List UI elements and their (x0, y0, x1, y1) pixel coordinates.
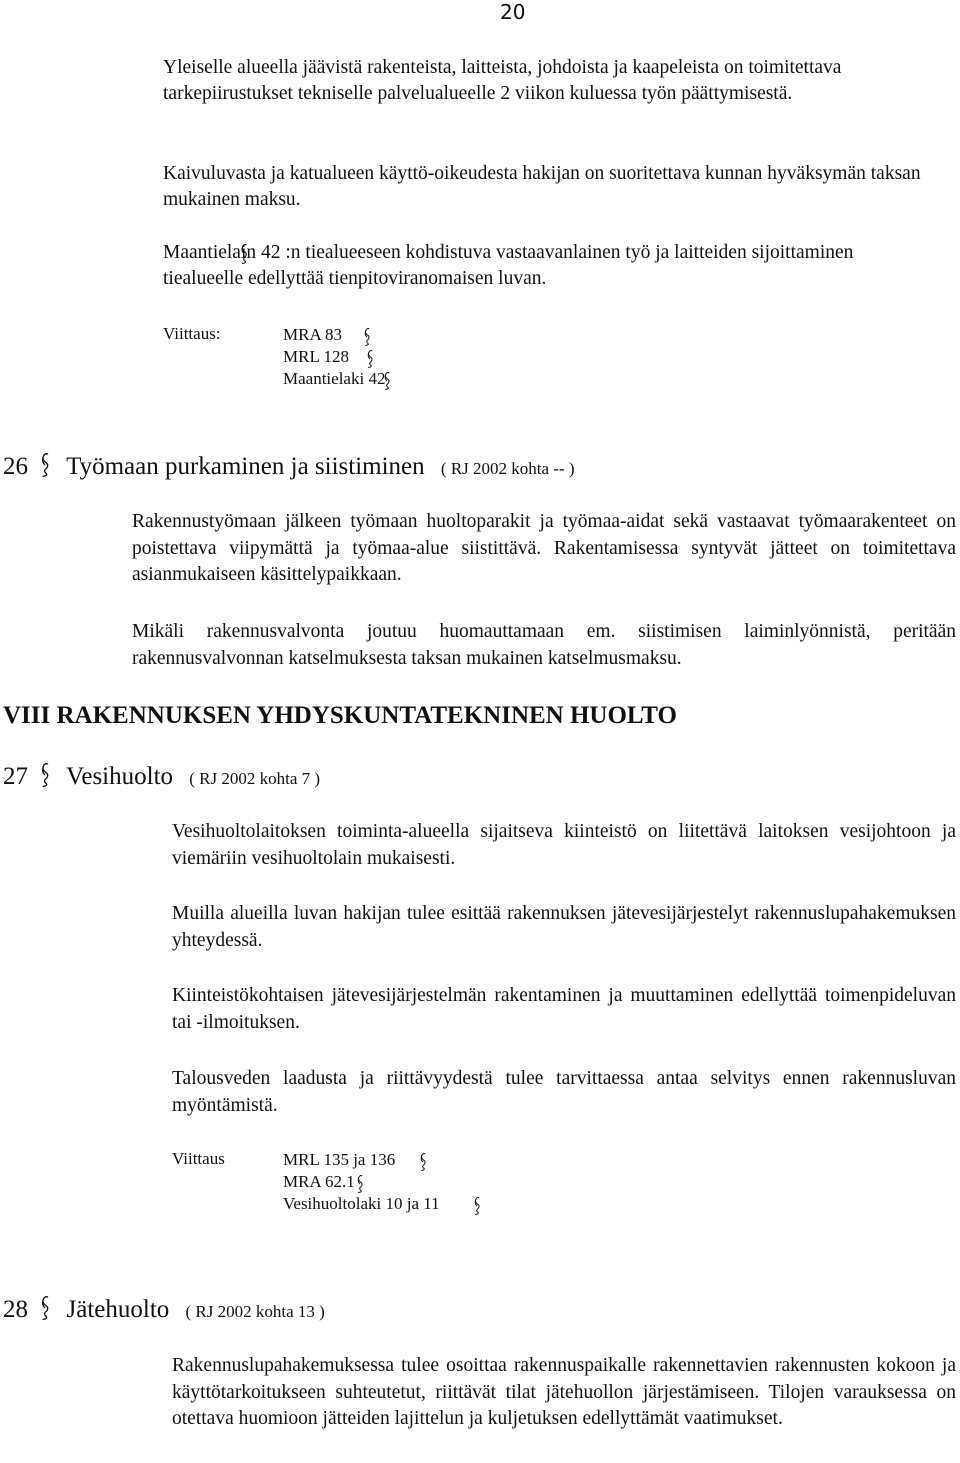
reference-item: Vesihuoltolaki 10 ja 11 (283, 1194, 440, 1213)
reference-item: MRL 135 ja 136 (283, 1150, 396, 1169)
page-number: 20 (500, 0, 526, 24)
section-number: 27 (3, 763, 28, 790)
section-title: Työmaan purkaminen ja siistiminen (66, 453, 425, 480)
section-sign-icon (383, 372, 391, 390)
section-reference: ( RJ 2002 kohta 13 ) (185, 1302, 325, 1321)
section-sign-icon (40, 763, 50, 787)
chapter-title: VIII RAKENNUKSEN YHDYSKUNTATEKNINEN HUOLTO (3, 702, 677, 729)
reference-label: Viittaus (172, 1149, 225, 1168)
section-27-paragraph-2: Muilla alueilla luvan hakijan tulee esittää rakennuksen jätevesijärjestelyt rakennuslupahakemuksen yhteydessä. (172, 903, 956, 951)
section-reference: ( RJ 2002 kohta -- ) (440, 459, 575, 478)
section-sign-icon (363, 328, 371, 346)
reference-label: Viittaus: (163, 324, 221, 343)
section-sign-icon (40, 1296, 50, 1320)
section-26-heading (3, 452, 575, 484)
reference-item: MRA 83 (283, 325, 343, 344)
section-28-paragraph-1: Rakennuslupahakemuksessa tulee osoittaa rakennuspaikalle rakennettavien rakennusten kokoon ja käyttötarkoitukseen suhteutetut, riittävät tilat jätehuollon järjestämiseen. Tilojen varauksessa on otettava huomioon jätteiden lajittelun ja kuljetuksen edellyttämät vaatimukset. (172, 1355, 956, 1429)
section-sign-icon (40, 453, 50, 477)
section-28-heading (3, 1295, 325, 1327)
section-number: 28 (3, 1296, 28, 1323)
intro-paragraph-2: Kaivuluvasta ja katualueen käyttö-oikeudesta hakijan on suoritettava kunnan hyväksymän taksan mukainen maksu. (163, 163, 921, 210)
section-26-paragraph-2: Mikäli rakennusvalvonta joutuu huomauttamaan em. siistimisen laiminlyönnistä, peritään rakennusvalvonnan katselmuksesta taksan mukainen katselmusmaksu. (132, 621, 956, 669)
section-26-paragraph-1: Rakennustyömaan jälkeen työmaan huoltoparakit ja työmaa-aidat sekä vastaavat työmaarakenteet on poistettava viipymättä ja työmaa-alue siistittävä. Rakentamisessa syntyvät jätteet on toimitettava asianmukaiseen käsittelypaikkaan. (132, 511, 956, 585)
section-reference: ( RJ 2002 kohta 7 ) (189, 769, 321, 788)
section-sign-icon (419, 1153, 427, 1171)
section-sign-icon (473, 1197, 481, 1215)
section-27-paragraph-1: Vesihuoltolaitoksen toiminta-alueella sijaitseva kiinteistö on liitettävä laitoksen vesijohtoon ja viemäriin vesihuoltolain mukaisesti. (172, 821, 956, 869)
section-27-paragraph-4: Talousveden laadusta ja riittävyydestä tulee tarvittaessa antaa selvitys ennen rakennusluvan myöntämistä. (172, 1068, 956, 1116)
section-27-paragraph-3: Kiinteistökohtaisen jätevesijärjestelmän rakentaminen ja muuttaminen edellyttää toimenpideluvan tai -ilmoituksen. (172, 985, 956, 1033)
section-27-heading (3, 762, 320, 794)
section-sign-icon (240, 244, 248, 264)
reference-item: Maantielaki 42 (283, 369, 386, 388)
section-number: 26 (3, 453, 28, 480)
intro-paragraph-1: Yleiselle alueella jäävistä rakenteista, laitteista, johdoista ja kaapeleista on toimitettava tarkepiirustukset tekniselle palvelualueelle 2 viikon kuluessa työn päättymisestä. (163, 57, 842, 104)
reference-item: MRL 128 (283, 347, 349, 366)
section-sign-icon (366, 350, 374, 368)
intro-paragraph-3 (163, 240, 903, 292)
reference-item: MRA 62.1 (283, 1172, 355, 1191)
intro-paragraph-3-text: Maantielain 42 :n tiealueeseen kohdistuva vastaavanlainen työ ja laitteiden sijoittaminen tiealueelle edellyttää tienpitoviranomaisen luvan. (163, 242, 854, 289)
section-sign-icon (356, 1175, 364, 1193)
section-title: Vesihuolto (66, 763, 174, 790)
section-title: Jätehuolto (66, 1296, 170, 1323)
